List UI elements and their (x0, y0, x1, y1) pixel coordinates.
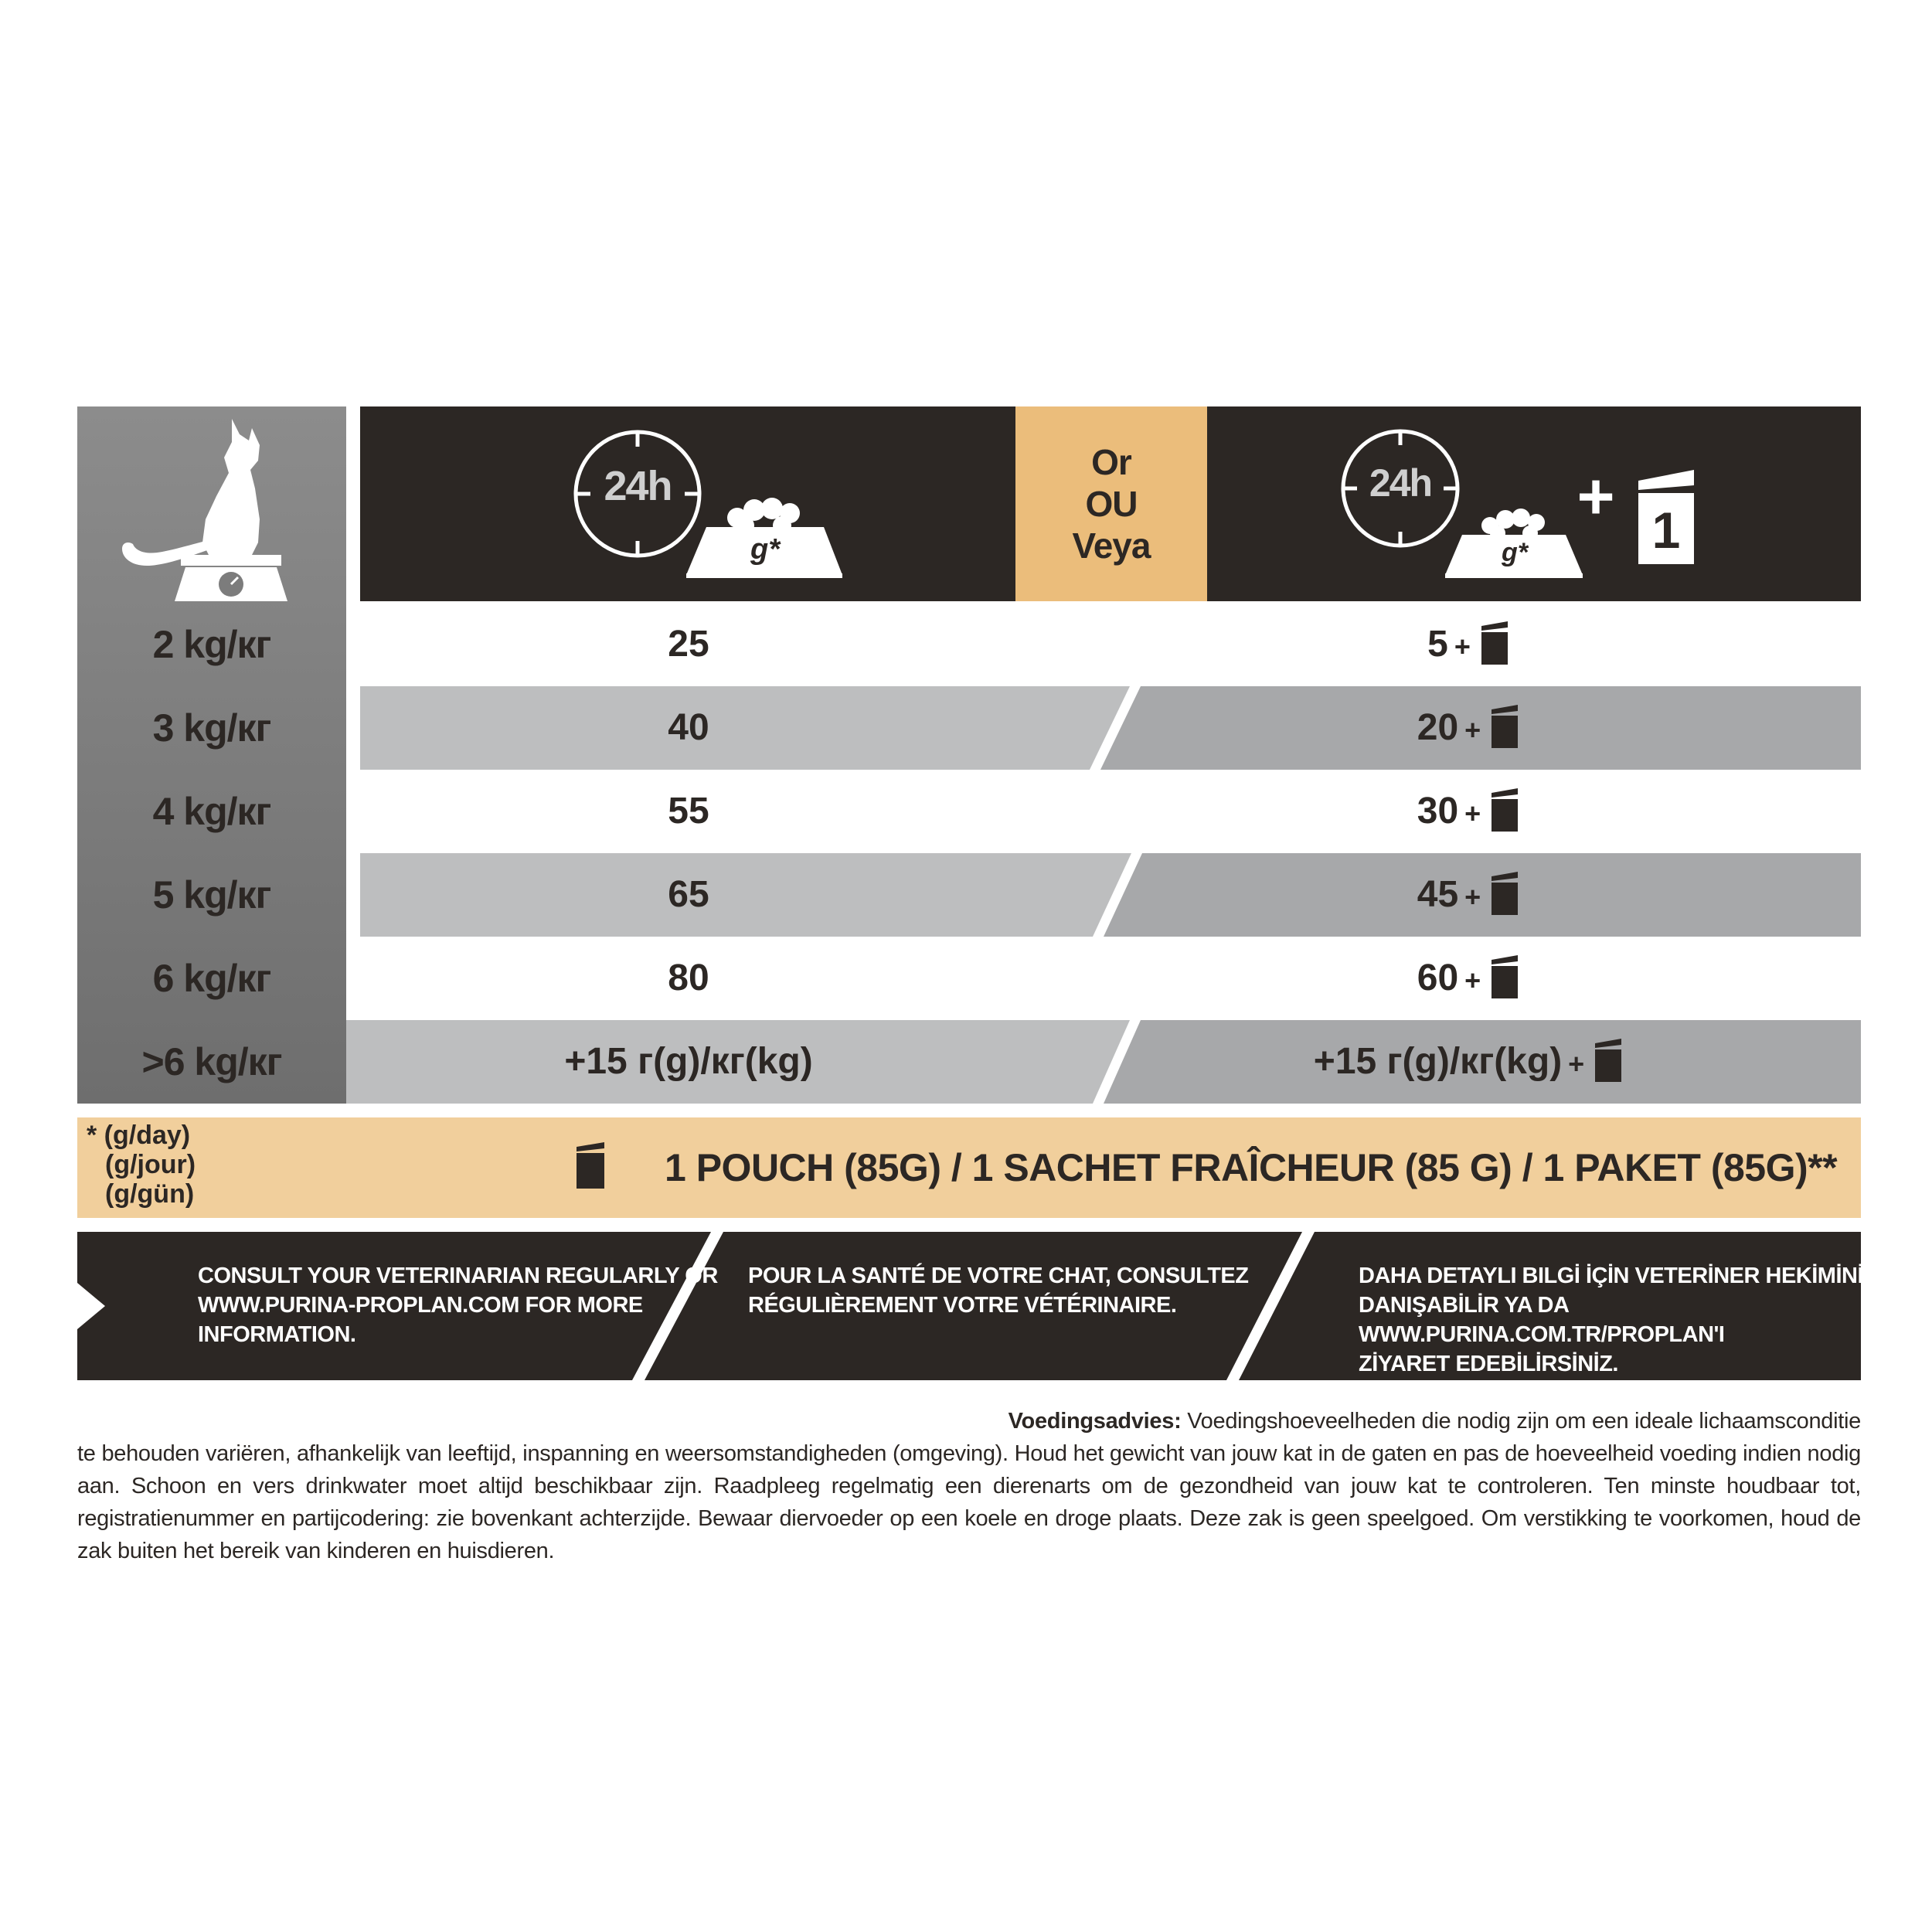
header-plus: + (1577, 460, 1615, 532)
pouch-count: 1 (1651, 502, 1681, 559)
mixed-unit-label: g* (1502, 538, 1528, 567)
feeding-advice-first-line (77, 1405, 1861, 1437)
unit-note-line-2: (g/jour) (105, 1150, 196, 1179)
unit-note-line-1: * (g/day) (87, 1121, 191, 1150)
info-text-tr (1359, 1261, 1932, 1379)
pouch-legend-text: 1 POUCH (85G) / 1 SACHET FRAÎCHEUR (85 G) / 1 PAKET (85G)** (665, 1146, 1838, 1189)
mixed-2kg (1082, 603, 1855, 686)
pouch-icon-5kg (1490, 870, 1519, 917)
dry-unit-label: g* (750, 533, 780, 566)
pouch-icon-3kg (1490, 703, 1519, 750)
weight-6kg: 6 kg/кг (152, 957, 271, 1000)
mixed-6kg-plus: + (1464, 964, 1481, 996)
mixed-5kg-value: 45 (1417, 874, 1459, 915)
mixed-6kg (1082, 937, 1855, 1020)
or-line-tr: Veya (1072, 526, 1151, 566)
info-text-fr (748, 1261, 1248, 1320)
feeding-advice-body: te behouden variëren, afhankelijk van leeftijd, inspanning en weersomstandigheden (omgeving). Houd het gewicht van jouw kat in de gaten en pas de hoeveelheid voeding indien nodig aan. Schoon en vers drinkwater moet altijd beschikbaar zijn. Raadpleeg regelmatig een dierenarts om de gezondheid van jouw kat te controleren. Ten minste houdbaar tot, registratienummer en partijcodering: zie bovenkant achterzijde. Bewaar diervoeder op een koele en droge plaats. Deze zak is geen speelgoed. Om verstikking te voorkomen, houd de zak buiten het bereik van kinderen en huisdieren. (77, 1441, 1861, 1563)
mixed-4kg-plus: + (1464, 798, 1481, 829)
mixed-3kg-plus: + (1464, 714, 1481, 746)
mixed-24h-label: 24h (1369, 461, 1432, 505)
info-tr-line-1: DAHA DETAYLI BILGİ İÇİN VETERİNER HEKİMİNİZE (1359, 1264, 1892, 1288)
mixed-5kg-plus: + (1464, 881, 1481, 913)
info-en-line-2: WWW.PURINA-PROPLAN.COM FOR MORE (198, 1293, 643, 1318)
weight-over-6kg: >6 kg/кг (141, 1040, 282, 1083)
mixed-6kg-value: 60 (1417, 957, 1459, 998)
weight-2kg: 2 kg/кг (152, 623, 271, 666)
dry-2kg: 25 (668, 624, 709, 665)
weight-5kg: 5 kg/кг (152, 873, 271, 917)
unit-note (87, 1121, 196, 1209)
dry-3kg: 40 (668, 707, 709, 748)
mixed-over-6kg-value: +15 г(g)/кг(kg) (1313, 1041, 1563, 1082)
weight-4kg: 4 kg/кг (152, 790, 271, 833)
dry-5kg: 65 (668, 874, 709, 915)
mixed-2kg-plus: + (1454, 631, 1471, 662)
feeding-advice (77, 1405, 1861, 1567)
dry-over-6kg: +15 г(g)/кг(kg) (564, 1041, 813, 1082)
mixed-4kg-value: 30 (1417, 791, 1459, 832)
or-line-en: Or (1091, 442, 1131, 482)
pouch-icon-legend (575, 1141, 606, 1190)
dry-6kg: 80 (668, 957, 709, 998)
dry-4kg: 55 (668, 791, 709, 832)
or-line-fr: OU (1085, 484, 1138, 524)
mixed-3kg (1082, 686, 1855, 770)
pouch-icon-over-6kg (1594, 1037, 1623, 1083)
info-en-line-1: CONSULT YOUR VETERINARIAN REGULARLY OR (198, 1264, 718, 1288)
unit-note-line-3: (g/gün) (105, 1179, 195, 1209)
mixed-over-6kg (1082, 1020, 1855, 1104)
weight-3kg: 3 kg/кг (152, 706, 271, 750)
mixed-3kg-value: 20 (1417, 707, 1459, 748)
mixed-5kg (1082, 853, 1855, 937)
info-fr-line-1: POUR LA SANTÉ DE VOTRE CHAT, CONSULTEZ (748, 1264, 1249, 1288)
feeding-advice-first: Voedingshoeveelheden die nodig zijn om een ideale lichaamsconditie (1187, 1409, 1861, 1434)
feeding-advice-title: Voedingsadvies: (1008, 1409, 1182, 1434)
pouch-icon-6kg (1490, 954, 1519, 1000)
info-text-en (198, 1261, 718, 1349)
info-fr-line-2: RÉGULIÈREMENT VOTRE VÉTÉRINAIRE. (748, 1293, 1177, 1318)
dry-24h-label: 24h (604, 463, 672, 509)
pouch-icon-4kg (1490, 787, 1519, 833)
mixed-over-6kg-plus: + (1568, 1048, 1585, 1080)
pouch-icon-2kg (1480, 620, 1509, 666)
info-tr-line-3: ZİYARET EDEBİLİRSİNİZ. (1359, 1352, 1618, 1376)
mixed-4kg (1082, 770, 1855, 853)
mixed-2kg-value: 5 (1427, 624, 1448, 665)
info-tr-line-2: DANIŞABİLİR YA DA WWW.PURINA.COM.TR/PROPLAN'I (1359, 1293, 1725, 1347)
info-en-line-3: INFORMATION. (198, 1322, 356, 1347)
